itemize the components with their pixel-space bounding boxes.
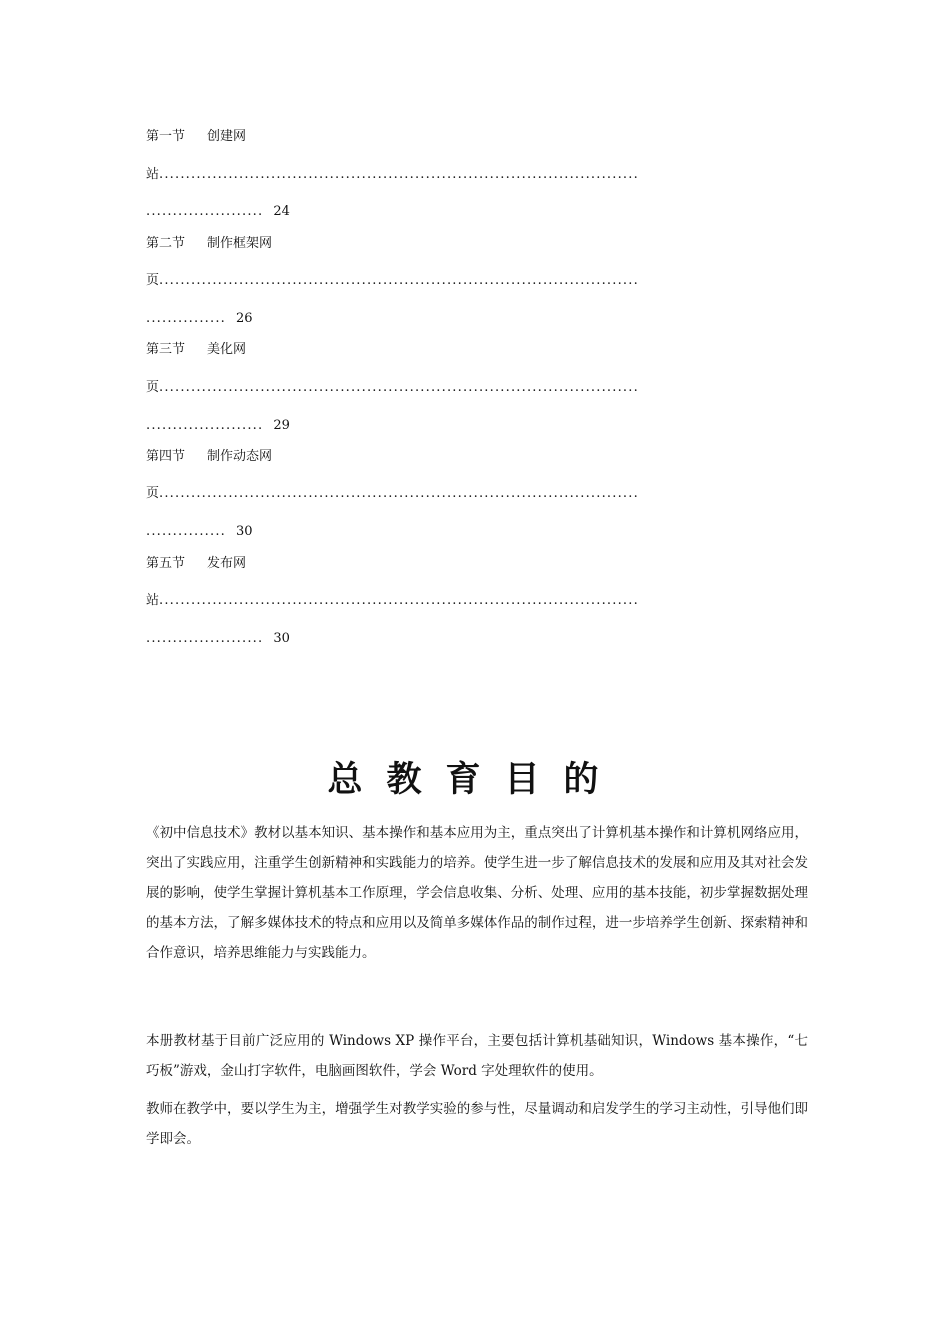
toc-title-tail: 站 — [146, 593, 160, 608]
body-paragraph-2: 本册教材基于目前广泛应用的 Windows XP 操作平台，主要包括计算机基础知识，Windows 基本操作，“七巧板”游戏，金山打字软件，电脑画图软件，学会 Word 字处理软件的使用。 — [146, 1033, 808, 1079]
toc-section-number: 第三节 — [146, 342, 186, 357]
toc-section-number: 第二节 — [146, 236, 186, 251]
body-paragraph-3: 教师在教学中，要以学生为主，增强学生对教学实验的参与性，尽量调动和启发学生的学习主动性，引导他们即学即会。 — [146, 1101, 808, 1147]
toc-leader-line-2 — [146, 273, 639, 289]
toc-leader-dots: ............... — [146, 524, 226, 539]
toc-leader-line-1 — [146, 167, 639, 183]
toc-section-title: 制作动态网 — [207, 449, 273, 464]
toc-leader-line-3 — [146, 380, 639, 396]
toc-page-number: 24 — [273, 204, 290, 219]
toc-leader-dots: .......................................................................................... — [159, 380, 639, 395]
toc-page-line-5 — [146, 631, 290, 647]
toc-heading-4 — [146, 449, 272, 465]
toc-title-tail: 页 — [146, 486, 160, 501]
toc-leader-dots: ...................... — [146, 631, 264, 646]
toc-leader-dots: .......................................................................................... — [159, 593, 639, 608]
toc-heading-5 — [146, 556, 246, 572]
toc-page-number: 30 — [273, 631, 290, 646]
toc-title-tail: 页 — [146, 273, 160, 288]
toc-section-number: 第五节 — [146, 556, 186, 571]
toc-page-line-3 — [146, 418, 290, 434]
toc-leader-line-5 — [146, 593, 639, 609]
toc-heading-2 — [146, 236, 272, 252]
section-title: 总教育目的 — [327, 760, 623, 800]
toc-leader-dots: ...................... — [146, 204, 264, 219]
toc-page-line-4 — [146, 524, 253, 540]
toc-section-title: 美化网 — [207, 342, 247, 357]
toc-leader-dots: .......................................................................................... — [159, 273, 639, 288]
toc-page-line-1 — [146, 204, 290, 220]
toc-section-number: 第一节 — [146, 129, 186, 144]
toc-page-number: 29 — [273, 418, 290, 433]
toc-leader-dots: ...................... — [146, 418, 264, 433]
toc-title-tail: 页 — [146, 380, 160, 395]
toc-title-tail: 站 — [146, 167, 160, 182]
toc-leader-line-4 — [146, 486, 639, 502]
toc-heading-1 — [146, 129, 246, 145]
toc-section-title: 创建网 — [207, 129, 247, 144]
toc-page-line-2 — [146, 311, 253, 327]
toc-heading-3 — [146, 342, 246, 358]
toc-leader-dots: .......................................................................................... — [159, 486, 639, 501]
toc-section-title: 发布网 — [207, 556, 247, 571]
body-paragraph-1: 《初中信息技术》教材以基本知识、基本操作和基本应用为主，重点突出了计算机基本操作和计算机网络应用，突出了实践应用，注重学生创新精神和实践能力的培养。使学生进一步了解信息技术的发展和应用及其对社会发展的影响，使学生掌握计算机基本工作原理，学会信息收集、分析、处理、应用的基本技能，初步掌握数据处理的基本方法，了解多媒体技术的特点和应用以及简单多媒体作品的制作过程，进一步培养学生创新、探索精神和合作意识，培养思维能力与实践能力。 — [146, 825, 808, 961]
toc-page-number: 30 — [236, 524, 253, 539]
toc-section-title: 制作框架网 — [207, 236, 273, 251]
toc-section-number: 第四节 — [146, 449, 186, 464]
toc-leader-dots: .......................................................................................... — [159, 167, 639, 182]
toc-page-number: 26 — [236, 311, 253, 326]
toc-leader-dots: ............... — [146, 311, 226, 326]
